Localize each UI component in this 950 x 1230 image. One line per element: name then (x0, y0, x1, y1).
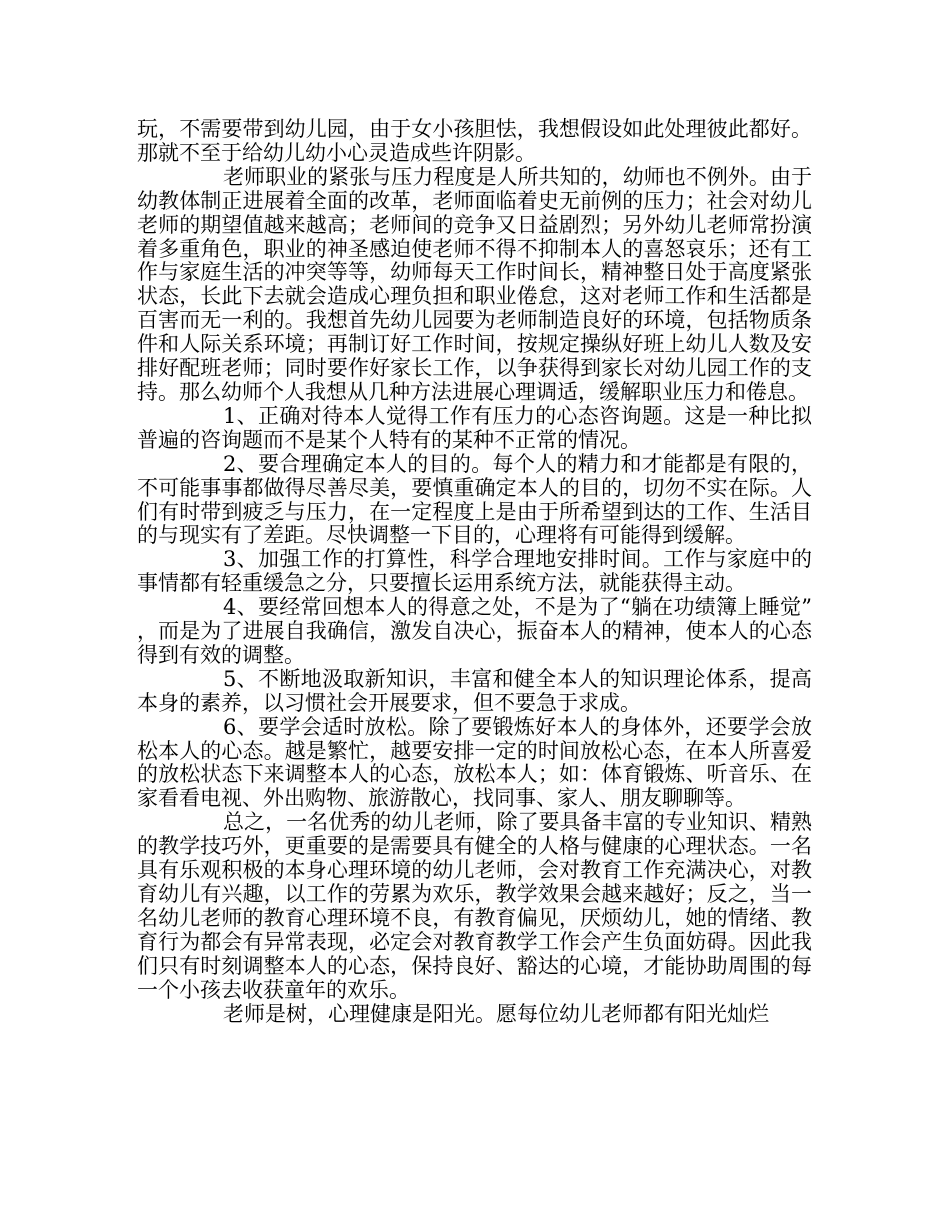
paragraph-7: 5、不断地汲取新知识，丰富和健全本人的知识理论体系，提高本身的素养，以习惯社会开展要求，但不要急于求成。 (137, 666, 812, 715)
paragraph-6: 4、要经常回想本人的得意之处，不是为了“躺在功绩簿上睡觉”，而是为了进展自我确信，激发自决心，振奋本人的精神，使本人的心态得到有效的调整。 (137, 595, 812, 667)
paragraph-3: 1、正确对待本人觉得工作有压力的心态咨询题。这是一种比拟普遍的咨询题而不是某个人特有的某种不正常的情况。 (137, 403, 812, 452)
paragraph-8: 6、要学会适时放松。除了要锻炼好本人的身体外，还要学会放松本人的心态。越是繁忙，越要安排一定的时间放松心态，在本人所喜爱的放松状态下来调整本人的心态，放松本人；如：体育锻炼、听音乐、在家看看电视、外出购物、旅游散心，找同事、家人、朋友聊聊等。 (137, 714, 812, 811)
paragraph-1: 玩，不需要带到幼儿园，由于女小孩胆怯，我想假设如此处理彼此都好。那就不至于给幼儿幼小心灵造成些许阴影。 (137, 117, 812, 165)
paragraph-10: 老师是树，心理健康是阳光。愿每位幼儿老师都有阳光灿烂 (223, 1001, 769, 1026)
paragraph-2: 老师职业的紧张与压力程度是人所共知的，幼师也不例外。由于幼教体制正进展着全面的改革，老师面临着史无前例的压力；社会对幼儿老师的期望值越来越高；老师间的竞争又日益剧烈；另外幼儿老师常扮演着多重角色，职业的神圣感迫使老师不得不抑制本人的喜怒哀乐；还有工作与家庭生活的冲突等等，幼师每天工作时间长，精神整日处于高度紧张状态，长此下去就会造成心理负担和职业倦怠，这对老师工作和生活都是百害而无一利的。我想首先幼儿园要为老师制造良好的环境，包括物质条件和人际关系环境；再制订好工作时间，按规定操纵好班上幼儿人数及安排好配班老师；同时要作好家长工作，以争获得到家长对幼儿园工作的支持。那么幼师个人我想从几种方法进展心理调适，缓解职业压力和倦息。 (137, 164, 812, 404)
paragraph-4: 2、要合理确定本人的目的。每个人的精力和才能都是有限的，不可能事事都做得尽善尽美，要慎重确定本人的目的，切勿不实在际。人们有时带到疲乏与压力，在一定程度上是由于所希望到达的工作、生活目的与现实有了差距。尽快调整一下目的，心理将有可能得到缓解。 (137, 451, 812, 548)
document-page (137, 118, 812, 1026)
paragraph-5: 3、加强工作的打算性，科学合理地安排时间。工作与家庭中的事情都有轻重缓急之分，只要擅长运用系统方法，就能获得主动。 (137, 547, 812, 596)
paragraph-9: 总之，一名优秀的幼儿老师，除了要具备丰富的专业知识、精熟的教学技巧外，更重要的是需要具有健全的人格与健康的心理状态。一名具有乐观积极的本身心理环境的幼儿老师，会对教育工作充满决心，对教育幼儿有兴趣，以工作的劳累为欢乐，教学效果会越来越好；反之，当一名幼儿老师的教育心理环境不良，有教育偏见，厌烦幼儿，她的情绪、教育行为都会有异常表现，必定会对教育教学工作会产生负面妨碍。因此我们只有时刻调整本人的心态，保持良好、豁达的心境，才能协助周围的每一个小孩去收获童年的欢乐。 (137, 810, 812, 1002)
